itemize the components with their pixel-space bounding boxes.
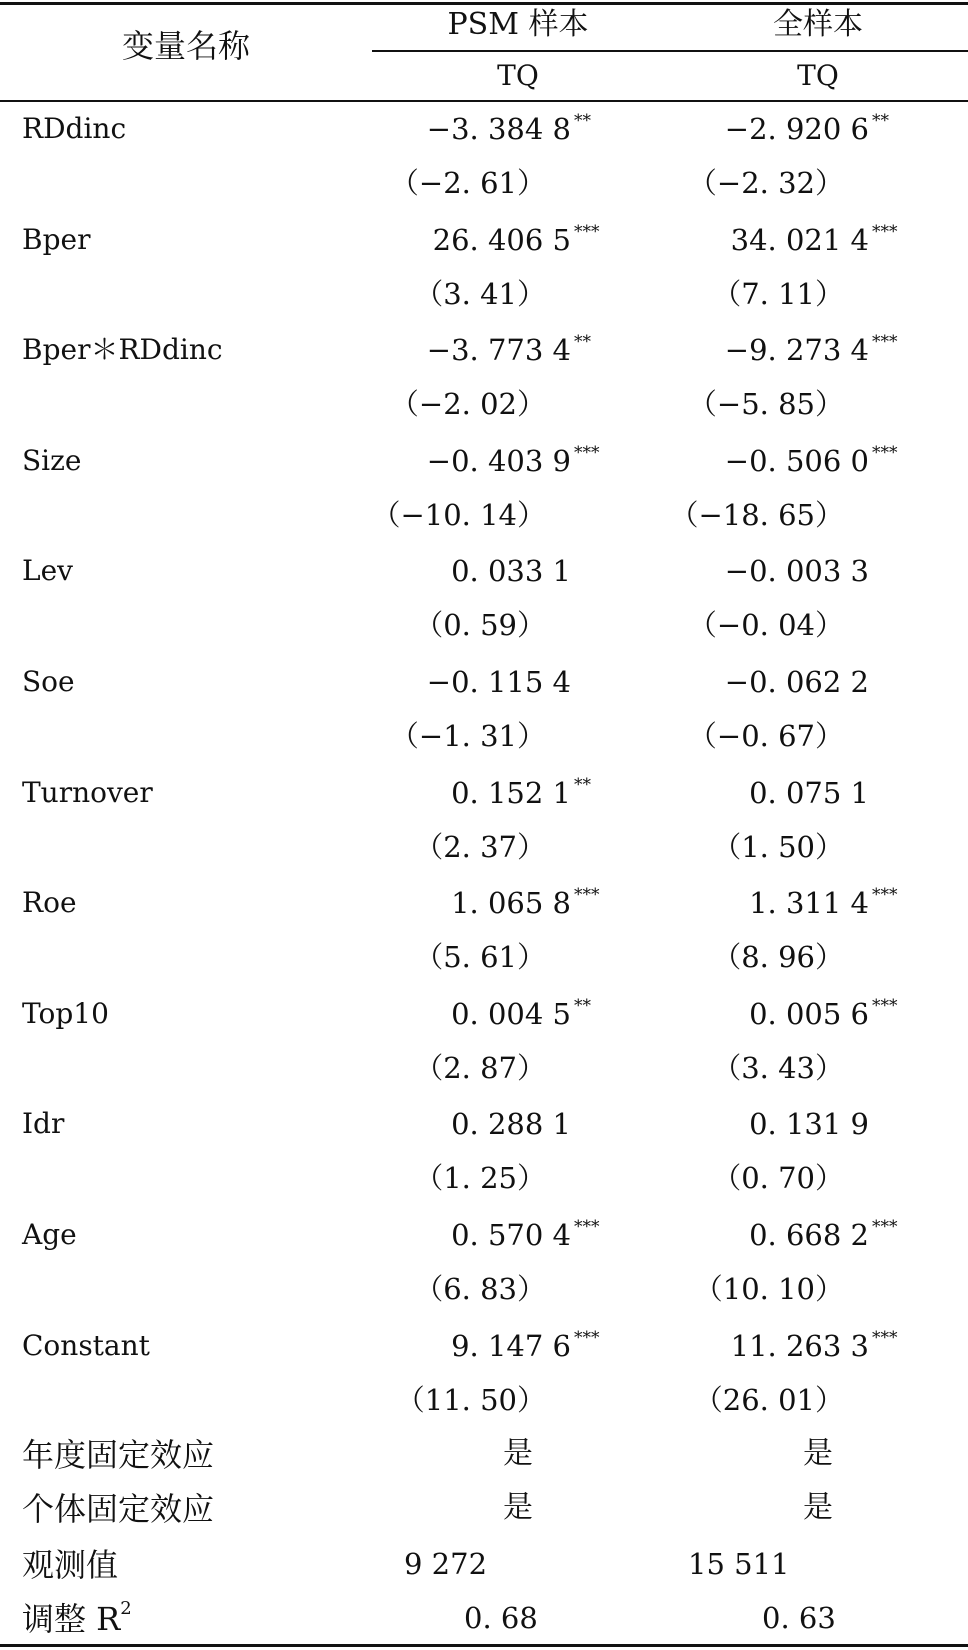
psm-t-statistic: （11. 50） — [395, 1383, 546, 1417]
full-coefficient — [724, 665, 902, 699]
full-significance-stars: *** — [872, 996, 898, 1016]
psm-coefficient — [426, 332, 604, 367]
full-coefficient — [749, 776, 902, 810]
psm-significance-stars: *** — [574, 222, 600, 242]
full-coefficient — [749, 996, 902, 1031]
psm-t-statistic: （−2. 61） — [389, 166, 546, 200]
top-rule — [0, 2, 968, 5]
full-t-statistic: （8. 96） — [712, 940, 844, 974]
psm-significance-stars: *** — [574, 885, 600, 905]
variable-label: Soe — [22, 665, 75, 698]
psm-t-statistic: （−10. 14） — [371, 498, 546, 532]
full-sample-header: 全样本 — [773, 7, 863, 42]
full-t-statistic: （26. 01） — [693, 1383, 844, 1417]
full-significance-stars: *** — [872, 885, 898, 905]
variable-label: Constant — [22, 1329, 150, 1362]
full-coefficient — [749, 885, 902, 920]
full-t-statistic: （3. 43） — [712, 1051, 844, 1085]
header-rule — [0, 100, 968, 102]
psm-coefficient-value: −0. 115 4 — [426, 665, 571, 699]
psm-coefficient-value: 0. 033 1 — [451, 554, 571, 588]
full-coefficient — [730, 222, 902, 257]
psm-coefficient — [451, 1217, 604, 1252]
psm-significance-stars: ** — [574, 111, 591, 131]
full-coefficient-value: 0. 005 6 — [749, 997, 869, 1031]
adj-r2-superscript: 2 — [120, 1598, 132, 1620]
psm-coefficient-value: −3. 773 4 — [426, 333, 571, 367]
full-coefficient — [724, 443, 902, 478]
observations-psm: 9 272 — [404, 1547, 488, 1581]
year-fe-full: 是 — [803, 1436, 833, 1471]
psm-t-statistic: （−1. 31） — [389, 719, 546, 753]
full-t-statistic: （−2. 32） — [687, 166, 844, 200]
full-coefficient-value: 0. 075 1 — [749, 776, 869, 810]
full-coefficient — [730, 1328, 902, 1363]
firm-fe-full: 是 — [803, 1490, 833, 1525]
psm-coefficient-value: 1. 065 8 — [451, 886, 571, 920]
full-t-statistic: （7. 11） — [712, 277, 844, 311]
psm-coefficient-value: 0. 152 1 — [451, 776, 571, 810]
full-coefficient — [749, 1217, 902, 1252]
psm-t-statistic: （3. 41） — [414, 277, 546, 311]
observations-label: 观测值 — [22, 1546, 119, 1584]
full-t-statistic: （10. 10） — [693, 1272, 844, 1306]
psm-coefficient-value: 0. 288 1 — [451, 1107, 571, 1141]
full-coefficient — [724, 332, 902, 367]
full-t-statistic: （1. 50） — [712, 830, 844, 864]
psm-coefficient — [451, 1328, 604, 1363]
adj-r2-full: 0. 63 — [762, 1601, 836, 1635]
firm-fe-psm: 是 — [503, 1490, 533, 1525]
firm-fe-label: 个体固定效应 — [22, 1490, 215, 1528]
variable-label: Idr — [22, 1107, 65, 1140]
full-significance-stars: *** — [872, 332, 898, 352]
full-coefficient-value: 0. 668 2 — [749, 1218, 869, 1252]
variable-label: RDdinc — [22, 112, 127, 145]
full-coefficient-value: −0. 506 0 — [724, 444, 869, 478]
adj-r2-psm: 0. 68 — [464, 1601, 538, 1635]
psm-significance-stars: *** — [574, 1217, 600, 1237]
full-coefficient-value: −2. 920 6 — [724, 112, 869, 146]
psm-significance-stars: ** — [574, 332, 591, 352]
full-t-statistic: （−0. 04） — [687, 608, 844, 642]
psm-coefficient — [426, 111, 604, 146]
full-coefficient-value: −0. 062 2 — [724, 665, 869, 699]
psm-coefficient-value: 0. 004 5 — [451, 997, 571, 1031]
psm-coefficient — [451, 775, 604, 810]
full-significance-stars: *** — [872, 1328, 898, 1348]
observations-full: 15 511 — [688, 1547, 790, 1581]
year-fe-label: 年度固定效应 — [22, 1436, 215, 1474]
psm-coefficient-value: 0. 570 4 — [451, 1218, 571, 1252]
bottom-rule — [0, 1644, 968, 1647]
psm-coefficient — [451, 1107, 604, 1141]
psm-coefficient-value: 26. 406 5 — [432, 223, 571, 257]
full-coefficient — [724, 111, 902, 146]
psm-coefficient — [451, 554, 604, 588]
full-coefficient-value: 11. 263 3 — [730, 1329, 869, 1363]
full-coefficient-value: 34. 021 4 — [730, 223, 869, 257]
psm-significance-stars: ** — [574, 996, 591, 1016]
year-fe-psm: 是 — [503, 1436, 533, 1471]
psm-sample-header: PSM 样本 — [447, 7, 589, 42]
psm-coefficient — [426, 665, 604, 699]
variable-name-header: 变量名称 — [121, 27, 250, 65]
full-coefficient-value: 1. 311 4 — [749, 886, 869, 920]
full-significance-stars: ** — [872, 111, 889, 131]
psm-coefficient-value: 9. 147 6 — [451, 1329, 571, 1363]
psm-t-statistic: （6. 83） — [414, 1272, 546, 1306]
variable-label: Lev — [22, 554, 73, 587]
psm-t-statistic: （5. 61） — [414, 940, 546, 974]
psm-t-statistic: （2. 87） — [414, 1051, 546, 1085]
variable-label: Size — [22, 444, 82, 477]
psm-coefficient — [451, 885, 604, 920]
full-t-statistic: （−5. 85） — [687, 387, 844, 421]
psm-coefficient — [426, 443, 604, 478]
psm-significance-stars: ** — [574, 775, 591, 795]
variable-label: Top10 — [22, 997, 109, 1030]
adj-r2-label-text: 调整 R — [22, 1600, 121, 1638]
full-t-statistic: （−18. 65） — [669, 498, 844, 532]
psm-coefficient — [451, 996, 604, 1031]
full-tq-header: TQ — [797, 59, 839, 92]
variable-label: Bper＊RDdinc — [22, 333, 223, 366]
variable-label: Bper — [22, 223, 91, 256]
full-significance-stars: *** — [872, 443, 898, 463]
psm-coefficient-value: −0. 403 9 — [426, 444, 571, 478]
full-coefficient-value: 0. 131 9 — [749, 1107, 869, 1141]
psm-t-statistic: （0. 59） — [414, 608, 546, 642]
psm-tq-header: TQ — [497, 59, 539, 92]
psm-t-statistic: （1. 25） — [414, 1161, 546, 1195]
psm-t-statistic: （−2. 02） — [389, 387, 546, 421]
psm-coefficient-value: −3. 384 8 — [426, 112, 571, 146]
full-coefficient-value: −9. 273 4 — [724, 333, 869, 367]
adj-r2-label — [22, 1598, 132, 1638]
variable-label: Turnover — [22, 776, 153, 809]
full-significance-stars: *** — [872, 222, 898, 242]
full-t-statistic: （−0. 67） — [687, 719, 844, 753]
variable-label: Age — [22, 1218, 77, 1251]
group-underline — [372, 50, 968, 52]
psm-coefficient — [432, 222, 604, 257]
variable-label: Roe — [22, 886, 77, 919]
full-significance-stars: *** — [872, 1217, 898, 1237]
psm-t-statistic: （2. 37） — [414, 830, 546, 864]
full-t-statistic: （0. 70） — [712, 1161, 844, 1195]
full-coefficient — [724, 554, 902, 588]
full-coefficient-value: −0. 003 3 — [724, 554, 869, 588]
psm-significance-stars: *** — [574, 1328, 600, 1348]
full-coefficient — [749, 1107, 902, 1141]
psm-significance-stars: *** — [574, 443, 600, 463]
